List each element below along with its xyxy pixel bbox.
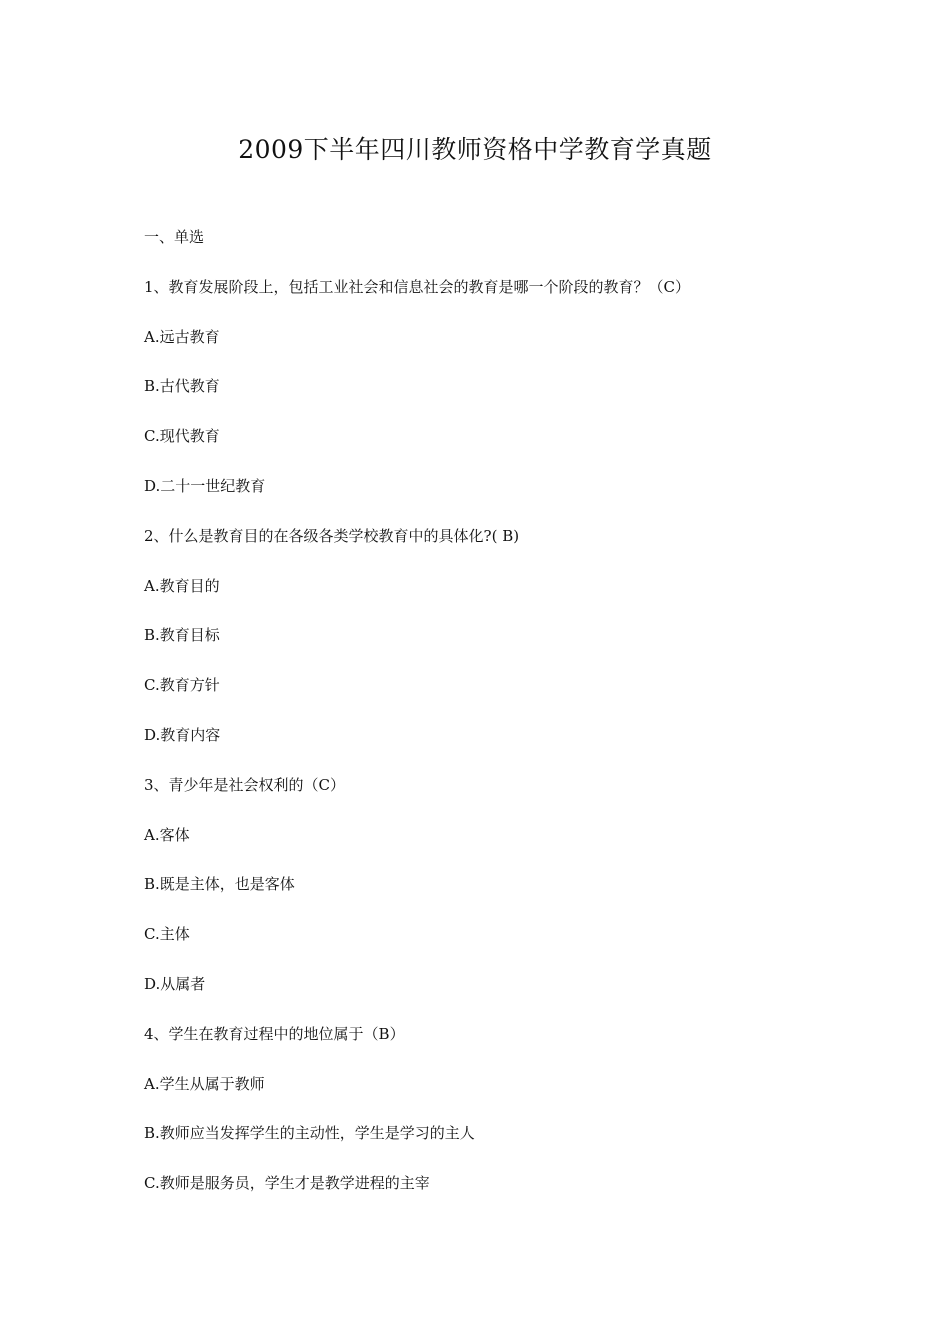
question-2-option-c: C.教育方针 xyxy=(144,676,220,695)
question-3-option-a: A.客体 xyxy=(144,825,190,844)
document-body xyxy=(144,224,824,1220)
question-2-option-b: B.教育目标 xyxy=(144,626,220,645)
question-3-option-c: C.主体 xyxy=(144,925,190,944)
question-4: 4、学生在教育过程中的地位属于（B） xyxy=(144,1024,405,1043)
question-1-option-c: C.现代教育 xyxy=(144,427,220,446)
question-2-option-a: A.教育目的 xyxy=(144,576,220,595)
question-1-option-b: B.古代教育 xyxy=(144,377,220,396)
question-4-option-b: B.教师应当发挥学生的主动性，学生是学习的主人 xyxy=(144,1124,475,1143)
question-3-option-b: B.既是主体，也是客体 xyxy=(144,875,295,894)
question-1: 1、教育发展阶段上，包括工业社会和信息社会的教育是哪一个阶段的教育？（C） xyxy=(144,277,691,296)
question-3-option-d: D.从属者 xyxy=(144,974,206,993)
question-2: 2、什么是教育目的在各级各类学校教育中的具体化?( B) xyxy=(144,526,520,545)
question-1-option-a: A.远古教育 xyxy=(144,327,220,346)
document-title: 2009下半年四川教师资格中学教育学真题 xyxy=(238,135,712,164)
question-1-option-d: D.二十一世纪教育 xyxy=(144,476,266,495)
question-2-option-d: D.教育内容 xyxy=(144,725,221,744)
section-heading: 一、单选 xyxy=(144,228,205,246)
question-4-option-c: C.教师是服务员，学生才是教学进程的主宰 xyxy=(144,1174,430,1193)
question-4-option-a: A.学生从属于教师 xyxy=(144,1074,265,1093)
question-3: 3、青少年是社会权利的（C） xyxy=(144,775,346,794)
